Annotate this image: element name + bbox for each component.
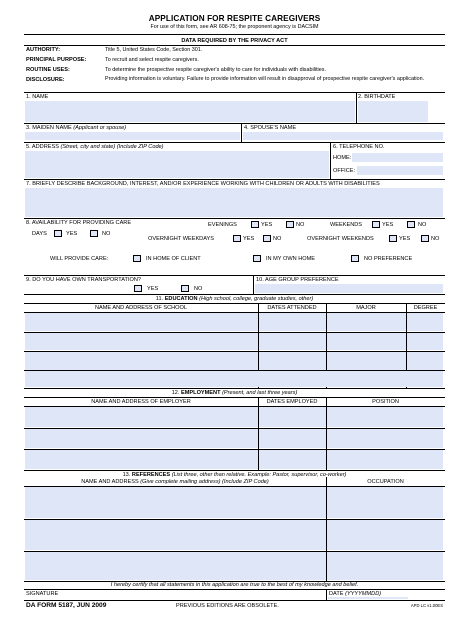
days-yes-checkbox[interactable] — [54, 230, 62, 237]
privacy-act-title: DATA REQUIRED BY THE PRIVACY ACT — [181, 38, 288, 44]
row-rule — [24, 275, 445, 276]
form-header — [24, 14, 445, 31]
no-preference-label: NO PREFERENCE — [364, 256, 413, 262]
in-my-home-label: IN MY OWN HOME — [266, 256, 315, 262]
education-title — [24, 296, 445, 302]
overnight-weekends-no-checkbox[interactable] — [421, 235, 429, 242]
transportation-no-checkbox[interactable] — [181, 285, 189, 292]
disclosure-label: DISCLOSURE: — [26, 77, 65, 83]
row-rule — [24, 294, 445, 295]
date-note: (YYYYMMDD) — [345, 591, 382, 597]
overnight-weekdays-yes-label: YES — [243, 236, 255, 242]
employment-row[interactable] — [25, 407, 443, 427]
in-home-client-label: IN HOME OF CLIENT — [146, 256, 201, 262]
occupation-header: OCCUPATION — [367, 479, 404, 485]
references-note: (List three, other than relative. Example: Pastor, supervisor, co-worker) — [171, 472, 347, 478]
vertical-rule — [326, 589, 327, 600]
maiden-name-note: (Applicant or spouse) — [73, 125, 127, 131]
education-row[interactable] — [25, 313, 443, 331]
position-header: POSITION — [372, 399, 399, 405]
telephone-label: 6. TELEPHONE NO. — [333, 144, 385, 150]
reference-row[interactable] — [25, 487, 443, 518]
birthdate-label: 2. BIRTHDATE — [358, 94, 396, 100]
row-rule — [24, 179, 445, 180]
evenings-yes-label: YES — [261, 222, 273, 228]
in-my-home-checkbox[interactable] — [253, 255, 261, 262]
birthdate-field[interactable] — [358, 101, 428, 122]
school-column-header: NAME AND ADDRESS OF SCHOOL — [94, 305, 187, 311]
employment-row[interactable] — [25, 450, 443, 469]
version-label: APD LC v1.00ES — [410, 603, 443, 608]
maiden-name-label — [26, 125, 126, 131]
education-heading: EDUCATION — [164, 296, 198, 302]
row-rule — [24, 142, 445, 143]
row-rule — [24, 388, 445, 389]
editions-note: PREVIOUS EDITIONS ARE OBSOLETE. — [176, 603, 279, 609]
disclosure-text: Providing information is voluntary. Failure to provide information will result in disapproval of prospective respite caregiver's application. — [105, 76, 425, 82]
office-phone-field[interactable] — [357, 166, 443, 175]
education-row[interactable] — [25, 352, 443, 370]
signature-field[interactable] — [25, 597, 325, 598]
overnight-weekdays-no-checkbox[interactable] — [263, 235, 271, 242]
evenings-no-label: NO — [296, 222, 305, 228]
address-label — [26, 144, 164, 150]
row-rule — [24, 303, 445, 304]
vertical-rule — [326, 397, 327, 470]
reference-name-header-note: (Give complete mailing address) (Include ZIP Code) — [140, 479, 269, 485]
overnight-weekends-label: OVERNIGHT WEEKENDS — [307, 236, 374, 242]
evenings-label: EVENINGS — [208, 222, 237, 228]
major-header: MAJOR — [356, 305, 376, 311]
address-field[interactable] — [25, 151, 329, 178]
name-label: 1. NAME — [26, 94, 49, 100]
overnight-weekends-yes-checkbox[interactable] — [389, 235, 397, 242]
days-no-checkbox[interactable] — [90, 230, 98, 237]
age-group-field[interactable] — [255, 284, 443, 293]
transportation-no-label: NO — [194, 286, 203, 292]
employer-column-header: NAME AND ADDRESS OF EMPLOYER — [91, 399, 191, 405]
vertical-rule — [241, 123, 242, 142]
row-rule — [24, 218, 445, 219]
form-title: APPLICATION FOR RESPITE CAREGIVERS — [148, 14, 321, 23]
transportation-yes-checkbox[interactable] — [134, 285, 142, 292]
background-label: 7. BRIEFLY DESCRIBE BACKGROUND, INTEREST, AND/OR EXPERIENCE WORKING WITH CHILDREN OR ADULTS WITH DISABILITIES — [26, 181, 380, 187]
privacy-end-rule — [24, 92, 445, 93]
address-number: 5. ADDRESS — [26, 144, 59, 150]
transportation-label: 9. DO YOU HAVE OWN TRANSPORTATION? — [26, 277, 142, 283]
reference-row[interactable] — [25, 552, 443, 580]
employment-title — [24, 390, 445, 396]
weekends-label: WEEKENDS — [330, 222, 363, 228]
row-rule — [24, 397, 445, 398]
background-field[interactable] — [25, 188, 443, 217]
purpose-label: PRINCIPAL PURPOSE: — [26, 57, 87, 63]
employment-number: 12. — [171, 390, 180, 396]
days-no-label: NO — [102, 231, 111, 237]
date-text: DATE — [329, 591, 344, 597]
weekends-yes-label: YES — [382, 222, 394, 228]
degree-header: DEGREE — [413, 305, 438, 311]
spouse-name-label: 4. SPOUSE'S NAME — [244, 125, 297, 131]
references-number: 13. — [122, 472, 131, 478]
footer-rule — [24, 600, 445, 601]
overnight-weekdays-label: OVERNIGHT WEEKDAYS — [148, 236, 214, 242]
vertical-rule — [356, 93, 357, 123]
form-subtitle: For use of this form, see AR 608-75; the proponent agency is DACSIM — [150, 24, 319, 31]
employment-heading: EMPLOYMENT — [181, 390, 221, 396]
in-home-client-checkbox[interactable] — [133, 255, 141, 262]
transportation-yes-label: YES — [147, 286, 159, 292]
availability-label: 8. AVAILABILITY FOR PROVIDING CARE — [26, 220, 132, 226]
row-rule — [24, 470, 445, 471]
respite-caregiver-form — [24, 14, 445, 610]
purpose-text: To recruit and select respite caregivers. — [105, 57, 199, 63]
maiden-name-field[interactable] — [25, 132, 240, 140]
reference-name-header — [24, 479, 326, 485]
home-phone-label: HOME: — [333, 155, 352, 161]
references-heading: REFERENCES — [131, 472, 171, 478]
days-label: DAYS — [32, 231, 47, 237]
overnight-weekdays-no-label: NO — [273, 236, 282, 242]
reference-row[interactable] — [25, 520, 443, 550]
date-field[interactable] — [328, 597, 408, 599]
office-phone-label: OFFICE: — [333, 168, 356, 174]
authority-text: Title 5, United States Code, Section 301. — [105, 47, 203, 53]
no-preference-checkbox[interactable] — [351, 255, 359, 262]
days-yes-label: YES — [66, 231, 78, 237]
signature-label: SIGNATURE — [26, 591, 59, 597]
home-phone-field[interactable] — [352, 153, 443, 162]
privacy-rule — [24, 45, 445, 46]
overnight-weekends-yes-label: YES — [399, 236, 411, 242]
routine-uses-text: To determine the prospective respite caregiver's ability to care for individuals with disabilities. — [105, 67, 326, 73]
dates-employed-header: DATES EMPLOYED — [266, 399, 318, 405]
form-number: DA FORM 5187, JUN 2009 — [26, 602, 107, 609]
routine-uses-label: ROUTINE USES: — [26, 67, 70, 73]
weekends-no-checkbox[interactable] — [407, 221, 415, 228]
evenings-yes-checkbox[interactable] — [251, 221, 259, 228]
education-row[interactable] — [25, 333, 443, 350]
certification-statement: I hereby certify that all statements in this application are true to the best of my knowledge and belief. — [110, 582, 359, 588]
address-note: (Street, city and state) (Include ZIP Code) — [60, 144, 164, 150]
education-note: (High school, college, graduate studies, other) — [199, 296, 314, 302]
weekends-yes-checkbox[interactable] — [372, 221, 380, 228]
education-number: 11. — [155, 296, 164, 302]
vertical-rule — [330, 142, 331, 179]
education-row[interactable] — [25, 371, 443, 387]
spouse-name-field[interactable] — [243, 132, 443, 140]
vertical-rule — [326, 477, 327, 581]
vertical-rule — [253, 275, 254, 294]
weekends-no-label: NO — [418, 222, 427, 228]
row-rule — [24, 589, 445, 590]
evenings-no-checkbox[interactable] — [286, 221, 294, 228]
name-field[interactable] — [25, 101, 355, 122]
references-title — [24, 472, 445, 478]
will-provide-care-label: WILL PROVIDE CARE: — [50, 256, 109, 262]
authority-label: AUTHORITY: — [26, 47, 61, 53]
header-rule — [24, 34, 445, 35]
maiden-name-number: 3. MAIDEN NAME — [26, 125, 72, 131]
employment-row[interactable] — [25, 429, 443, 448]
reference-name-header-text: NAME AND ADDRESS — [81, 479, 139, 485]
employment-note: (Present, and last three years) — [222, 390, 298, 396]
age-group-label: 10. AGE GROUP PREFERENCE — [256, 277, 339, 283]
row-rule — [24, 123, 445, 124]
overnight-weekends-no-label: NO — [431, 236, 440, 242]
overnight-weekdays-yes-checkbox[interactable] — [233, 235, 241, 242]
dates-attended-header: DATES ATTENDED — [267, 305, 317, 311]
vertical-rule — [258, 397, 259, 470]
